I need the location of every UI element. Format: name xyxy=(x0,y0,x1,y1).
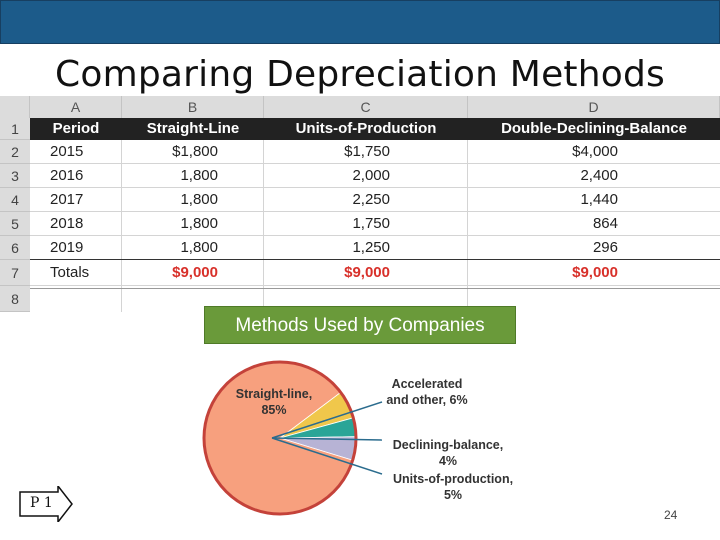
row-header-4[interactable]: 4 xyxy=(0,188,30,212)
cell-d5[interactable]: 864 xyxy=(592,215,618,232)
row-header-2[interactable]: 2 xyxy=(0,140,30,164)
cell-b4[interactable]: 1,800 xyxy=(180,191,218,208)
cell-a3[interactable]: 2016 xyxy=(50,167,84,184)
pie-label-declining-balance: Declining-balance, 4% xyxy=(392,438,504,468)
cell-d2[interactable]: $4,000 xyxy=(572,143,618,160)
cell-b5[interactable]: 1,800 xyxy=(180,215,218,232)
cell-a7-totals[interactable]: Totals xyxy=(50,264,90,281)
cell-a2[interactable]: 2015 xyxy=(50,143,84,160)
row-header-7[interactable]: 7 xyxy=(0,260,30,286)
pie-leader-lines xyxy=(250,390,390,480)
header-cell-period[interactable]: Period xyxy=(52,120,100,137)
cell-d4[interactable]: 1,440 xyxy=(580,191,618,208)
cell-d7-total[interactable]: $9,000 xyxy=(572,264,618,281)
cell-c6[interactable]: 1,250 xyxy=(352,239,390,256)
row-header-6[interactable]: 6 xyxy=(0,236,30,260)
cell-c4[interactable]: 2,250 xyxy=(352,191,390,208)
column-header-c[interactable]: C xyxy=(264,96,468,118)
cell-c2[interactable]: $1,750 xyxy=(344,143,390,160)
pie-label-straight-line: Straight-line, 85% xyxy=(235,387,313,417)
column-header-b[interactable]: B xyxy=(122,96,264,118)
header-cell-straight-line[interactable]: Straight-Line xyxy=(146,120,240,137)
spreadsheet xyxy=(0,96,720,312)
cell-c5[interactable]: 1,750 xyxy=(352,215,390,232)
corner-cell xyxy=(0,96,30,118)
header-cell-double-declining-balance[interactable]: Double-Declining-Balance xyxy=(501,120,687,137)
top-bar xyxy=(0,0,720,44)
cell-a5[interactable]: 2018 xyxy=(50,215,84,232)
row-header-3[interactable]: 3 xyxy=(0,164,30,188)
cell-c3[interactable]: 2,000 xyxy=(352,167,390,184)
cell-b6[interactable]: 1,800 xyxy=(180,239,218,256)
page-number: 24 xyxy=(664,508,678,522)
p1-tag-label: P 1 xyxy=(30,495,53,511)
header-cell-units-of-production[interactable]: Units-of-Production xyxy=(295,120,437,137)
cell-a4[interactable]: 2017 xyxy=(50,191,84,208)
column-header-d[interactable]: D xyxy=(468,96,720,118)
pie-label-accelerated: Accelerated and other, 6% xyxy=(386,377,468,407)
pie-label-units-of-production: Units-of-production, 5% xyxy=(392,472,514,502)
cell-d3[interactable]: 2,400 xyxy=(580,167,618,184)
cell-b3[interactable]: 1,800 xyxy=(180,167,218,184)
row-header-1[interactable]: 1 xyxy=(0,118,30,140)
cell-b7-total[interactable]: $9,000 xyxy=(172,264,218,281)
cell-b2[interactable]: $1,800 xyxy=(172,143,218,160)
slide-title: Comparing Depreciation Methods xyxy=(55,54,665,95)
column-header-a[interactable]: A xyxy=(30,96,122,118)
cell-a6[interactable]: 2019 xyxy=(50,239,84,256)
cell-c7-total[interactable]: $9,000 xyxy=(344,264,390,281)
cell-d6[interactable]: 296 xyxy=(592,239,618,256)
row-header-5[interactable]: 5 xyxy=(0,212,30,236)
methods-used-label: Methods Used by Companies xyxy=(204,306,516,344)
row-header-8[interactable]: 8 xyxy=(0,286,30,312)
